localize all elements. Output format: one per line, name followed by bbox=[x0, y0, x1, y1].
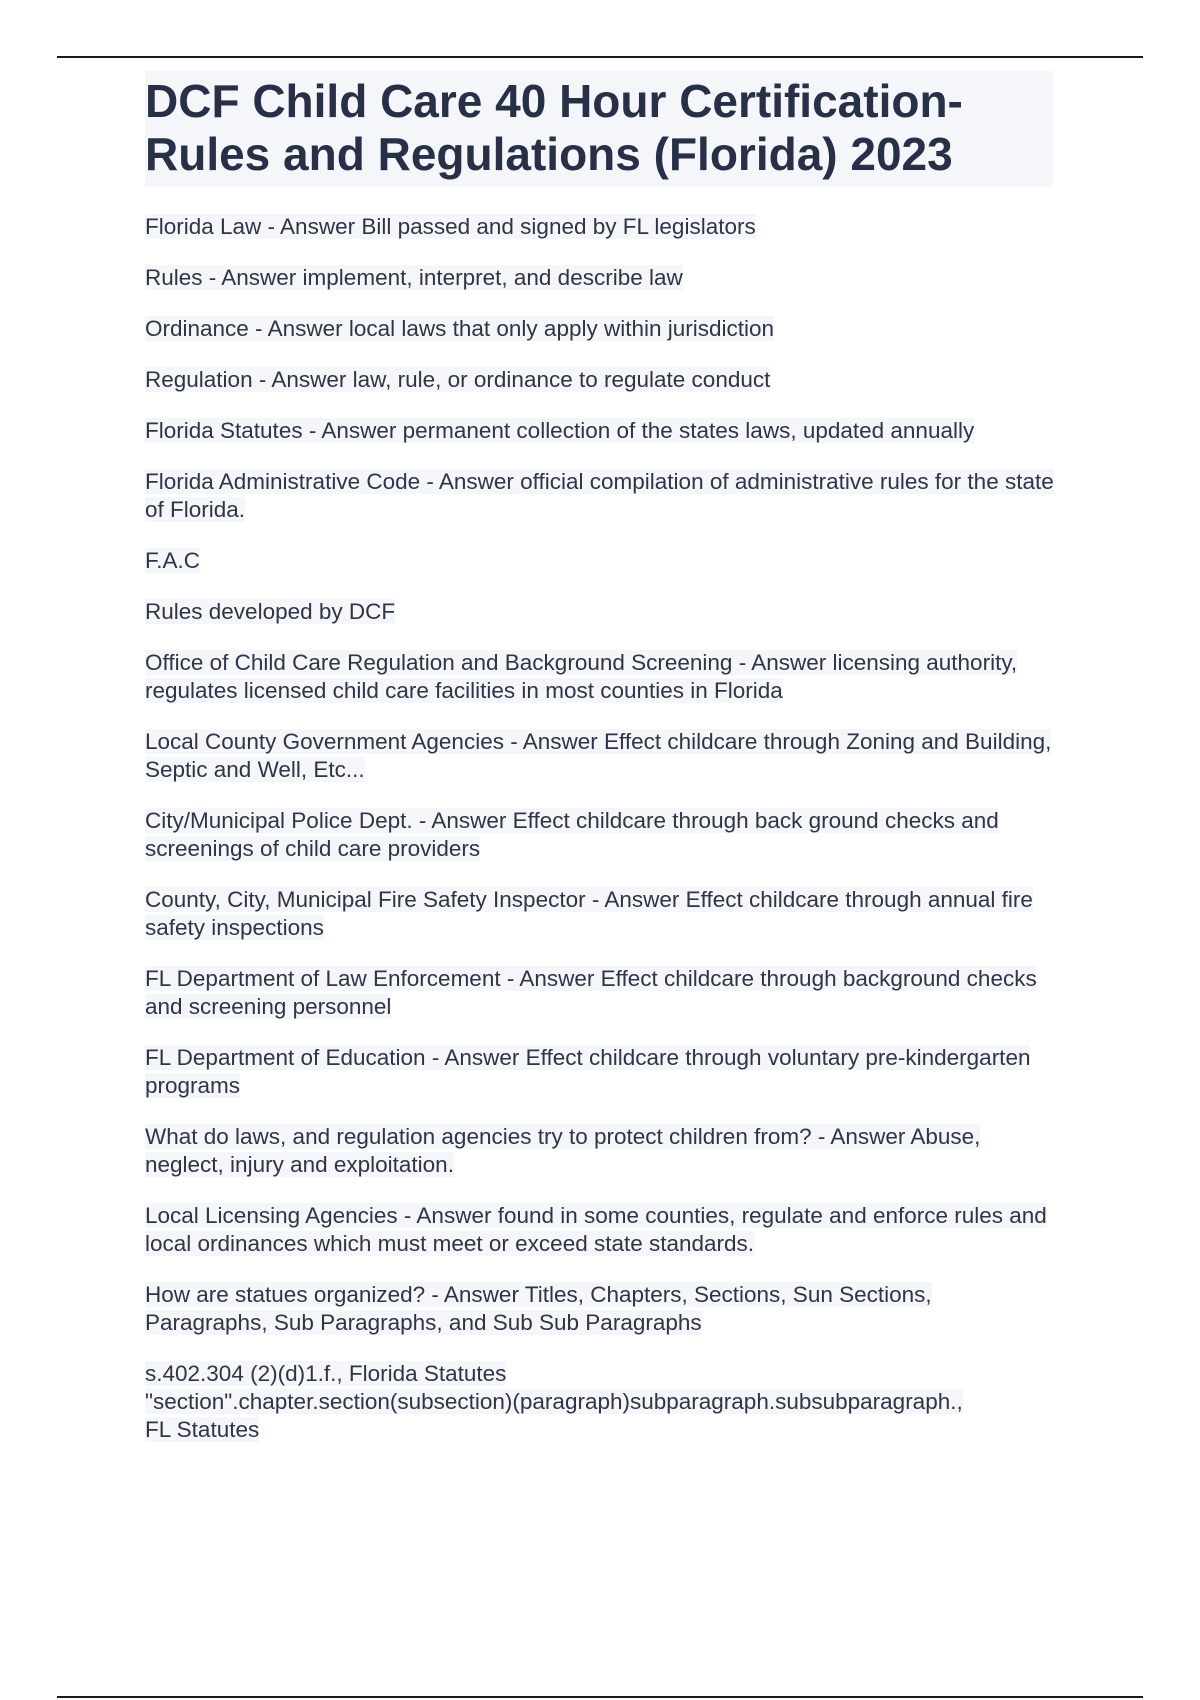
qa-entry: Regulation - Answer law, rule, or ordinance to regulate conduct bbox=[145, 367, 771, 392]
statute-citation-entry bbox=[145, 1360, 1055, 1444]
qa-entry: Rules developed by DCF bbox=[145, 599, 396, 624]
qa-entry: FL Department of Education - Answer Effect childcare through voluntary pre-kindergarten programs bbox=[145, 1045, 1031, 1098]
qa-entry: F.A.C bbox=[145, 548, 201, 573]
bottom-rule bbox=[57, 1696, 1143, 1698]
qa-entry: County, City, Municipal Fire Safety Inspector - Answer Effect childcare through annual fire safety inspections bbox=[145, 887, 1033, 940]
qa-entry: Local County Government Agencies - Answer Effect childcare through Zoning and Building, Septic and Well, Etc... bbox=[145, 729, 1052, 782]
document-title bbox=[145, 71, 1053, 187]
qa-entry: Office of Child Care Regulation and Background Screening - Answer licensing authority, regulates licensed child care facilities in most counties in Florida bbox=[145, 650, 1018, 703]
qa-entry: Florida Administrative Code - Answer official compilation of administrative rules for the state of Florida. bbox=[145, 469, 1054, 522]
qa-entry: What do laws, and regulation agencies try to protect children from? - Answer Abuse, neglect, injury and exploitation. bbox=[145, 1124, 981, 1177]
citation-line-2: "section".chapter.section(subsection)(paragraph)subparagraph.subsubparagraph., bbox=[145, 1389, 963, 1414]
title-line-2: Rules and Regulations (Florida) 2023 bbox=[145, 128, 953, 180]
qa-entry: How are statues organized? - Answer Titles, Chapters, Sections, Sun Sections, Paragraphs, Sub Paragraphs, and Sub Sub Paragraphs bbox=[145, 1282, 932, 1335]
qa-entry: City/Municipal Police Dept. - Answer Effect childcare through back ground checks and screenings of child care providers bbox=[145, 808, 999, 861]
qa-entry: Ordinance - Answer local laws that only apply within jurisdiction bbox=[145, 316, 775, 341]
qa-entry: Local Licensing Agencies - Answer found in some counties, regulate and enforce rules and local ordinances which must meet or exceed state standards. bbox=[145, 1203, 1047, 1256]
qa-entry: Florida Statutes - Answer permanent collection of the states laws, updated annually bbox=[145, 418, 975, 443]
document-body bbox=[145, 71, 1055, 1467]
qa-entry: FL Department of Law Enforcement - Answer Effect childcare through background checks and screening personnel bbox=[145, 966, 1037, 1019]
qa-entry: Rules - Answer implement, interpret, and describe law bbox=[145, 265, 683, 290]
top-rule bbox=[57, 56, 1143, 58]
citation-line-1: s.402.304 (2)(d)1.f., Florida Statutes bbox=[145, 1361, 507, 1386]
citation-line-3: FL Statutes bbox=[145, 1417, 260, 1442]
title-line-1: DCF Child Care 40 Hour Certification- bbox=[145, 75, 963, 127]
qa-entry: Florida Law - Answer Bill passed and signed by FL legislators bbox=[145, 214, 756, 239]
